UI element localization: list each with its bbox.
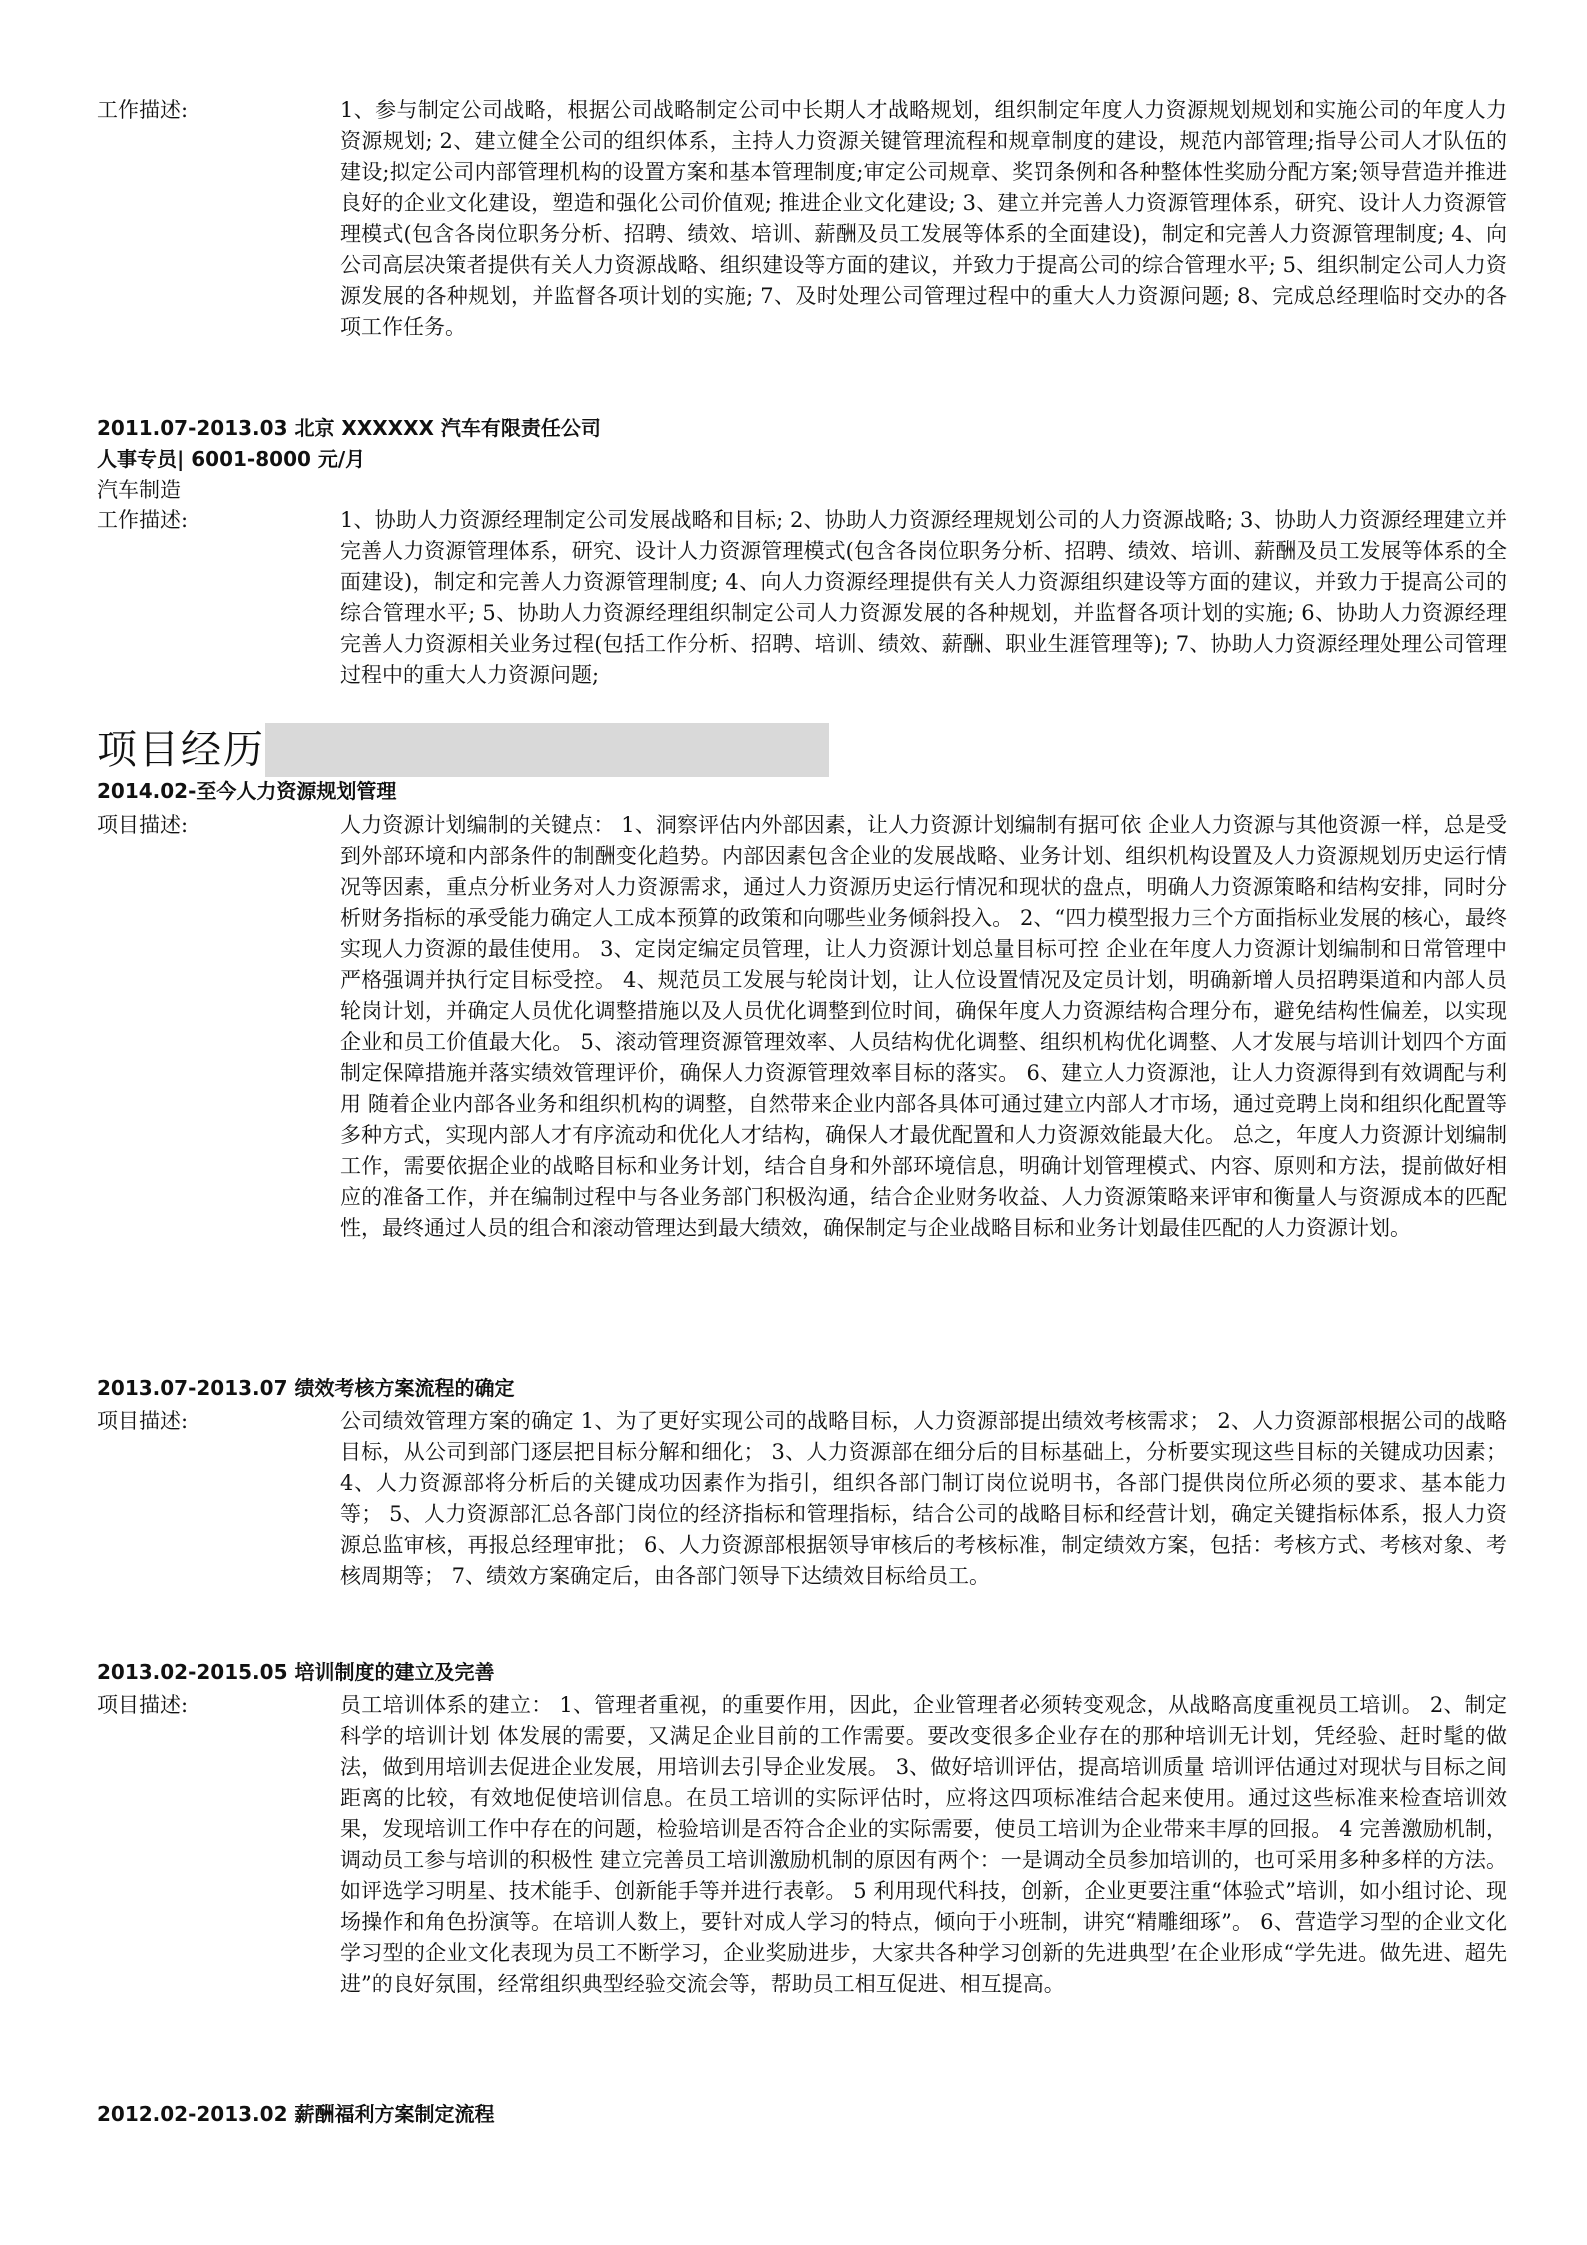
projects-section-title: 项目经历 xyxy=(97,723,265,777)
job-period-company: 2011.07-2013.03 北京 XXXXXX 汽车有限责任公司 xyxy=(97,416,601,440)
project-description-label: 项目描述: xyxy=(97,1693,189,1717)
project-heading: 2013.07-2013.07 绩效考核方案流程的确定 xyxy=(97,1376,515,1400)
work-description-text: 1、参与制定公司战略，根据公司战略制定公司中长期人才战略规划，组织制定年度人力资源规划规划和实施公司的年度人力资源规划; 2、建立健全公司的组织体系，主持人力资源关键管理流程和规章制度的建设，规范内部管理;指导公司人才队伍的建设;拟定公司内部管理机构的设置方案和基本管理制度;审定公司规章、奖罚条例和各种整体性奖励分配方案;领导营造并推进良好的企业文化建设，塑造和强化公司价值观; 推进企业文化建设; 3、建立并完善人力资源管理体系，研究、设计人力资源管理模式(包含各岗位职务分析、招聘、绩效、培训、薪酬及员工发展等体系的全面建设)，制定和完善人力资源管理制度; 4、向公司高层决策者提供有关人力资源战略、组织建设等方面的建议，并致力于提高公司的综合管理水平; 5、组织制定公司人力资源发展的各种规划，并监督各项计划的实施; 7、及时处理公司管理过程中的重大人力资源问题; 8、完成总经理临时交办的各项工作任务。 xyxy=(340,98,1507,339)
projects-section-header xyxy=(97,723,829,777)
project-description-text: 人力资源计划编制的关键点： 1、洞察评估内外部因素，让人力资源计划编制有据可依 企业人力资源与其他资源一样，总是受到外部环境和内部条件的制酬变化趋势。内部因素包含企业的发展战略、业务计划、组织机构设置及人力资源规划历史运行情况等因素，重点分析业务对人力资源需求，通过人力资源历史运行情况和现状的盘点，明确人力资源策略和结构安排，同时分析财务指标的承受能力确定人工成本预算的政策和向哪些业务倾斜投入。 2、“四力模型报力三个方面指标业发展的核心，最终实现人力资源的最佳使用。 3、定岗定编定员管理，让人力资源计划总量目标可控 企业在年度人力资源计划编制和日常管理中严格强调并执行定目标受控。 4、规范员工发展与轮岗计划，让人位设置情况及定员计划，明确新增人员招聘渠道和内部人员轮岗计划，并确定人员优化调整措施以及人员优化调整到位时间，确保年度人力资源结构合理分布，避免结构性偏差，以实现企业和员工价值最大化。 5、滚动管理资源管理效率、人员结构优化调整、组织机构优化调整、人才发展与培训计划四个方面制定保障措施并落实绩效管理评价，确保人力资源管理效率目标的落实。 6、建立人力资源池，让人力资源得到有效调配与利用 随着企业内部各业务和组织机构的调整，自然带来企业内部各具体可通过建立内部人才市场，通过竞聘上岗和组织化配置等多种方式，实现内部人才有序流动和优化人才结构，确保人才最优配置和人力资源效能最大化。 总之，年度人力资源计划编制工作，需要依据企业的战略目标和业务计划，结合自身和外部环境信息，明确计划管理模式、内容、原则和方法，提前做好相应的准备工作，并在编制过程中与各业务部门积极沟通，结合企业财务收益、人力资源策略来评审和衡量人与资源成本的匹配性，最终通过人员的组合和滚动管理达到最大绩效，确保制定与企业战略目标和业务计划最佳匹配的人力资源计划。 xyxy=(340,813,1507,1240)
job-description-label: 工作描述: xyxy=(97,508,189,532)
project-description-text: 员工培训体系的建立： 1、管理者重视，的重要作用，因此，企业管理者必须转变观念，从战略高度重视员工培训。 2、制定科学的培训计划 体发展的需要，又满足企业目前的工作需要。要改变很多企业存在的那种培训无计划，凭经验、赶时髦的做法，做到用培训去促进企业发展，用培训去引导企业发展。 3、做好培训评估，提高培训质量 培训评估通过对现状与目标之间距离的比较，有效地促使培训信息。在员工培训的实际评估时，应将这四项标准结合起来使用。通过这些标准来检查培训效果，发现培训工作中存在的问题，检验培训是否符合企业的实际需要，使员工培训为企业带来丰厚的回报。 4 完善激励机制，调动员工参与培训的积极性 建立完善员工培训激励机制的原因有两个：一是调动全员参加培训的，也可采用多种多样的方法。如评选学习明星、技术能手、创新能手等并进行表彰。 5 利用现代科技，创新，企业更要注重“体验式”培训，如小组讨论、现场操作和角色扮演等。在培训人数上，要针对成人学习的特点，倾向于小班制，讲究“精雕细琢”。 6、营造学习型的企业文化 学习型的企业文化表现为员工不断学习，企业奖励进步，大家共各种学习创新的先进典型’在企业形成“学先进。做先进、超先进”的良好氛围，经常组织典型经验交流会等，帮助员工相互促进、相互提高。 xyxy=(340,1693,1507,1996)
job-industry: 汽车制造 xyxy=(97,478,181,502)
job-description-text: 1、协助人力资源经理制定公司发展战略和目标; 2、协助人力资源经理规划公司的人力资源战略; 3、协助人力资源经理建立并完善人力资源管理体系，研究、设计人力资源管理模式(包含各岗位职务分析、招聘、绩效、培训、薪酬及员工发展等体系的全面建设)，制定和完善人力资源管理制度; 4、向人力资源经理提供有关人力资源组织建设等方面的建议，并致力于提高公司的综合管理水平; 5、协助人力资源经理组织制定公司人力资源发展的各种规划，并监督各项计划的实施; 6、协助人力资源经理完善人力资源相关业务过程(包括工作分析、招聘、培训、绩效、薪酬、职业生涯管理等); 7、协助人力资源经理处理公司管理过程中的重大人力资源问题; xyxy=(340,508,1507,687)
project-description-text: 公司绩效管理方案的确定 1、为了更好实现公司的战略目标，人力资源部提出绩效考核需求； 2、人力资源部根据公司的战略目标，从公司到部门逐层把目标分解和细化； 3、人力资源部在细分后的目标基础上，分析要实现这些目标的关键成功因素； 4、人力资源部将分析后的关键成功因素作为指引，组织各部门制订岗位说明书，各部门提供岗位所必须的要求、基本能力等； 5、人力资源部汇总各部门岗位的经济指标和管理指标，结合公司的战略目标和经营计划，确定关键指标体系，报人力资源总监审核，再报总经理审批； 6、人力资源部根据领导审核后的考核标准，制定绩效方案，包括：考核方式、考核对象、考核周期等； 7、绩效方案确定后，由各部门领导下达绩效目标给员工。 xyxy=(340,1409,1507,1588)
project-heading: 2014.02-至今人力资源规划管理 xyxy=(97,779,397,803)
project-heading: 2012.02-2013.02 薪酬福利方案制定流程 xyxy=(97,2102,495,2126)
project-description-label: 项目描述: xyxy=(97,1409,189,1433)
job-position-salary: 人事专员| 6001-8000 元/月 xyxy=(97,447,366,471)
project-heading: 2013.02-2015.05 培训制度的建立及完善 xyxy=(97,1660,495,1684)
project-description-label: 项目描述: xyxy=(97,813,189,837)
work-description-label: 工作描述: xyxy=(97,98,189,122)
